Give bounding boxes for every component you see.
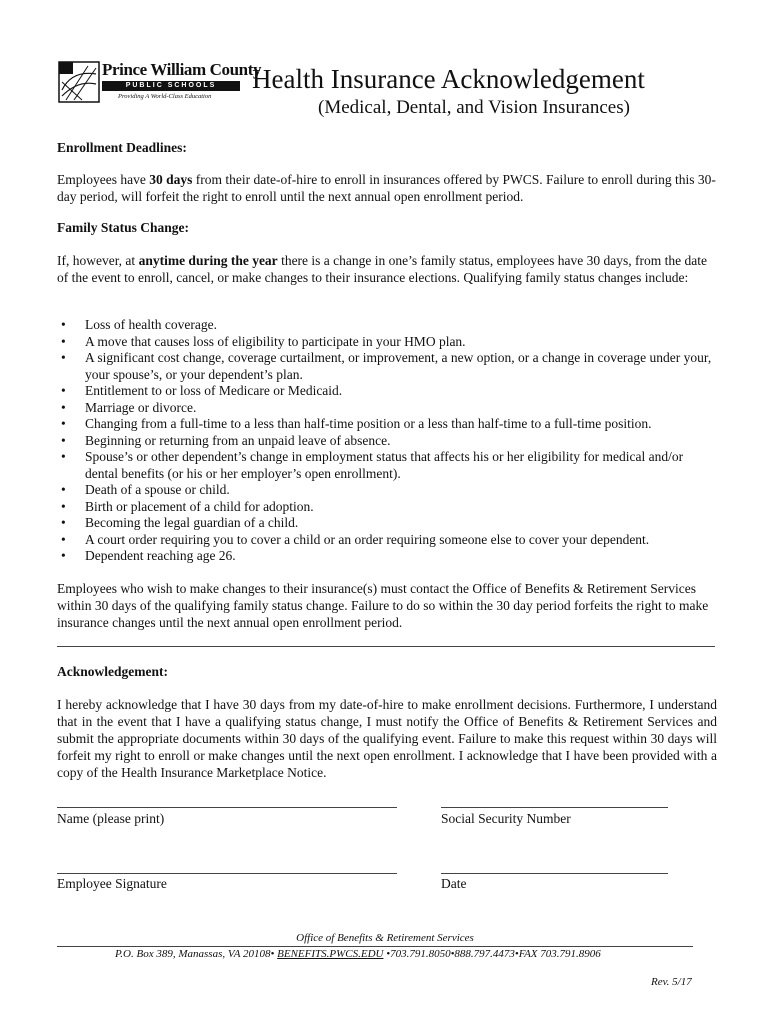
enrollment-text-end: from their date-of-hire to enroll in insurances offered by PWCS. Failure to enroll during this 30-day period, will forfeit the right to enroll until the next annual open enrollment period.	[57, 172, 716, 204]
list-item	[57, 317, 717, 334]
family-text-end: there is a change in one’s family status, employees have 30 days, from the date of the event to enroll, cancel, or make changes to their insurance elections. Qualifying family status changes include:	[57, 253, 707, 285]
employee-signature-line[interactable]	[57, 873, 397, 874]
bullet-icon: •	[61, 498, 66, 514]
list-item	[57, 433, 717, 450]
bullet-icon: •	[61, 548, 66, 563]
enrollment-text-bold: 30 days	[149, 172, 193, 187]
pwcs-logo	[58, 60, 262, 106]
list-item-text: A significant cost change, coverage curtailment, or improvement, a new option, or a change in coverage under your, your spouse’s, or your dependent’s plan.	[85, 350, 712, 382]
enrollment-paragraph	[57, 171, 717, 205]
bullet-icon: •	[61, 432, 66, 448]
family-paragraph	[57, 252, 717, 286]
bullet-icon: •	[61, 482, 66, 497]
logo-name: Prince William County	[102, 60, 262, 79]
list-item	[57, 383, 717, 400]
name-label: Name (please print)	[57, 811, 165, 826]
list-item	[57, 548, 717, 565]
logo-bar: PUBLIC SCHOOLS	[102, 81, 240, 91]
list-item-text: A court order requiring you to cover a child or an order requiring someone else to cover your dependent.	[85, 531, 650, 547]
name-signature-line[interactable]	[57, 807, 397, 808]
bullet-icon: •	[61, 416, 66, 431]
list-item-text: Death of a spouse or child.	[85, 482, 230, 497]
footer-divider	[57, 946, 693, 947]
footer-office: Office of Benefits & Retirement Services	[296, 932, 474, 944]
logo-globe-icon	[58, 60, 100, 104]
bullet-icon: •	[61, 449, 66, 464]
signature-label: Employee Signature	[57, 876, 167, 891]
bullet-icon: •	[61, 515, 66, 530]
date-signature-line[interactable]	[441, 873, 668, 874]
footer-address-suffix: •703.791.8050•888.797.4473•FAX 703.791.8906	[383, 948, 601, 960]
list-item-text: Changing from a full-time to a less than half-time position or a less than half-time to a full-time position.	[85, 416, 652, 431]
ssn-signature-line[interactable]	[441, 807, 668, 808]
footer-website-link[interactable]: BENEFITS.PWCS.EDU	[277, 948, 384, 960]
list-item-text: Beginning or returning from an unpaid leave of absence.	[85, 432, 391, 448]
footer-address-prefix: P.O. Box 389, Manassas, VA 20108•	[115, 948, 278, 960]
list-item-text: Dependent reaching age 26.	[85, 548, 236, 563]
acknowledgement-heading: Acknowledgement:	[57, 664, 168, 679]
ssn-label: Social Security Number	[441, 811, 571, 826]
list-item-text: Loss of health coverage.	[85, 317, 217, 332]
revision-label: Rev. 5/17	[651, 976, 692, 988]
list-item	[57, 499, 717, 516]
list-item	[57, 400, 717, 417]
list-item	[57, 416, 717, 433]
enrollment-heading: Enrollment Deadlines:	[57, 140, 187, 155]
document-title: Health Insurance Acknowledgement	[252, 64, 645, 94]
list-item	[57, 515, 717, 532]
family-status-list	[57, 317, 717, 565]
document-subtitle: (Medical, Dental, and Vision Insurances)	[318, 97, 630, 118]
list-item	[57, 334, 717, 351]
list-item	[57, 449, 717, 482]
list-item-text: Becoming the legal guardian of a child.	[85, 515, 299, 530]
list-item-text: Spouse’s or other dependent’s change in employment status that affects his or her eligibility for medical and/or dental benefits (or his or her employer’s open enrollment).	[85, 449, 684, 481]
family-text-start: If, however, at	[57, 253, 139, 268]
list-item-text: Birth or placement of a child for adoption.	[85, 498, 314, 514]
footer-address	[115, 948, 601, 960]
logo-tagline: Providing A World-Class Education	[118, 93, 212, 100]
bullet-icon: •	[61, 399, 66, 415]
list-item	[57, 350, 717, 383]
enrollment-text-start: Employees have	[57, 172, 150, 187]
list-item-text: Entitlement to or loss of Medicare or Medicaid.	[85, 383, 343, 398]
bullet-icon: •	[61, 317, 66, 332]
list-item	[57, 482, 717, 499]
date-label: Date	[441, 876, 467, 891]
family-heading: Family Status Change:	[57, 220, 190, 235]
family-closing-paragraph: Employees who wish to make changes to their insurance(s) must contact the Office of Benefits & Retirement Services within 30 days of the qualifying family status change. Failure to do so within the 30 day period forfeits the right to make insurance changes until the next annual open enrollment period.	[57, 581, 709, 630]
section-divider	[57, 646, 715, 647]
list-item-text: Marriage or divorce.	[85, 399, 197, 415]
bullet-icon: •	[61, 531, 66, 547]
list-item	[57, 532, 717, 549]
bullet-icon: •	[61, 333, 66, 349]
list-item-text: A move that causes loss of eligibility to participate in your HMO plan.	[85, 333, 466, 349]
family-text-bold: anytime during the year	[138, 253, 278, 268]
bullet-icon: •	[61, 350, 66, 365]
acknowledgement-paragraph: I hereby acknowledge that I have 30 days from my date-of-hire to make enrollment decisions. Furthermore, I understand that in the event that I have a qualifying status change, I must notify the Office of Benefits & Retirement Services and submit the appropriate documents within 30 days of the qualifying event. Failure to make this request within 30 days will forfeit my right to enroll or make changes until the next open enrollment. I acknowledge that I have been provided with a copy of the Health Insurance Marketplace Notice.	[57, 697, 717, 780]
bullet-icon: •	[61, 383, 66, 398]
